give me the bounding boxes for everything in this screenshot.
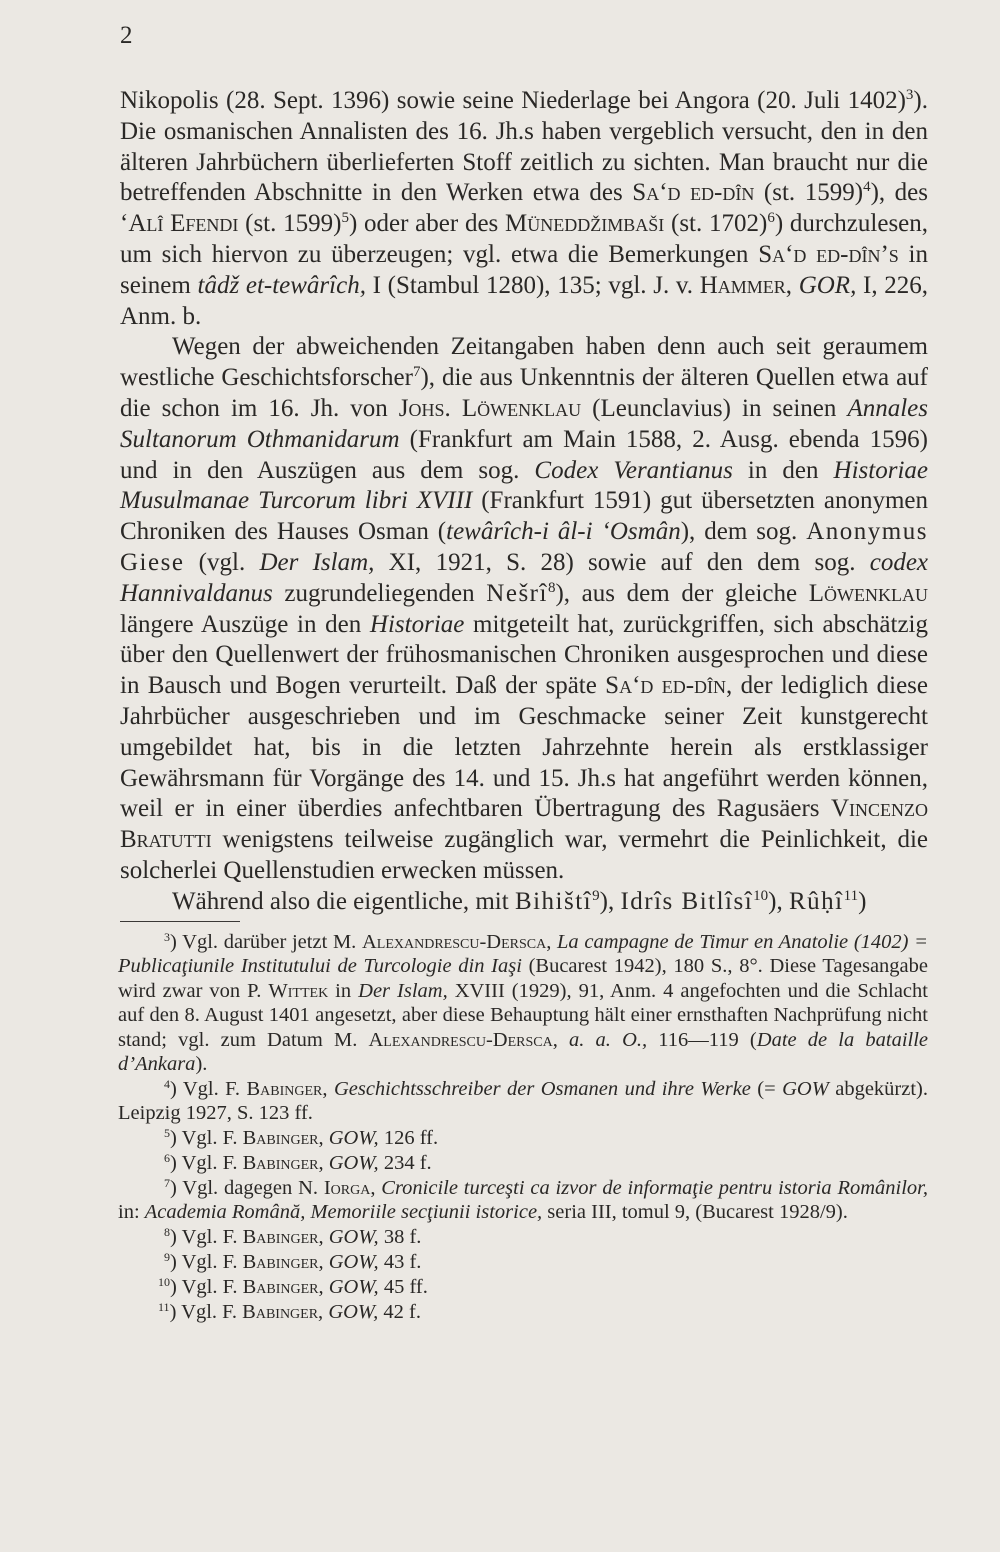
- spaced-name: Anonymus Giese: [120, 518, 928, 576]
- text: Wegen der abweichenden Zeitangaben haben denn auch seit geraumem westliche Geschichtsforscher: [120, 333, 928, 392]
- footnote-6: [118, 1151, 928, 1175]
- footnote-mark: 9: [164, 1250, 170, 1265]
- author-name: Sa‘d ed-dîn’s: [758, 240, 899, 268]
- author-name: Alexandrescu-Dersca,: [361, 931, 552, 953]
- author-name: Iorga,: [323, 1177, 376, 1200]
- work-title: Geschichtsschreiber der Osmanen und ihre Werke: [333, 1077, 751, 1100]
- text: in:: [118, 1201, 145, 1224]
- paragraph-3: [120, 887, 928, 918]
- text: ), die aus Unkenntnis der älteren Quellen etwa auf die schon im 16. Jh. von: [120, 364, 928, 422]
- text: Während also die eigentliche, mit: [172, 887, 515, 915]
- text: ): [858, 887, 867, 915]
- text: der lediglich diese Jahrbücher ausgeschrieben und im Geschmacke seiner Zeit kunstgerecht umgebildet hat, bis in die letzten Jahrzehnte herein als erstklassiger Gewährsmann für Vorgänge des 14. und 15. Jh.s hat angeführt werden können, weil er in einer überdies anfechtbaren Übertragung des Ragusäers: [120, 672, 928, 823]
- text: (Leunclavius) in seinen: [581, 394, 848, 422]
- text: ) oder aber des: [348, 210, 506, 238]
- text: (st. 1599): [238, 210, 342, 238]
- author-name: Babinger,: [242, 1251, 324, 1274]
- text: XI, 1921, S. 28) sowie auf den dem sog.: [374, 548, 870, 576]
- text: (Frankfurt 1591) gut übersetzten anonymen Chroniken des Hauses Osman (: [120, 487, 928, 546]
- text: ).: [195, 1053, 208, 1076]
- spaced-name: Nešrî: [486, 579, 548, 607]
- text: [792, 272, 799, 299]
- work-title: Date de la bataille d’Ankara: [118, 1028, 929, 1076]
- paragraph-1: [120, 86, 928, 332]
- author-name: Babinger,: [242, 1226, 324, 1249]
- text: [558, 1029, 569, 1051]
- text: ),: [599, 887, 621, 915]
- author-name: Müneddžimbaši: [505, 210, 665, 238]
- work-title: Annales Sultanorum Othmanidarum: [120, 394, 928, 453]
- text: ), des: [870, 179, 929, 207]
- text: ) Vgl. F.: [170, 1226, 243, 1249]
- footnote-ref-4: 4: [863, 179, 871, 196]
- text: seria III, tomul 9, (Bucarest 1928/9).: [542, 1201, 848, 1224]
- footnotes: [118, 930, 928, 1325]
- work-title: Codex Verantianus: [534, 456, 733, 484]
- footnote-mark: 7: [164, 1176, 170, 1191]
- footnote-8: [118, 1225, 928, 1249]
- footnote-9: [118, 1250, 928, 1274]
- footnote-ref-11: 11: [843, 887, 859, 904]
- text: (st. 1599): [754, 179, 864, 207]
- author-name: Sa‘d ed-dîn: [632, 179, 755, 207]
- footnote-5: [118, 1126, 928, 1150]
- author-name: Sa‘d ed-dîn,: [605, 672, 733, 700]
- text: abgekürzt). Leipzig 1927, S. 123 ff.: [118, 1077, 929, 1125]
- text: wenigstens teilweise zugänglich war, vermehrt die Peinlichkeit, die solcherlei Quellenstudien erwecken müssen.: [120, 826, 928, 884]
- footnote-11: [118, 1300, 928, 1324]
- work-title: codex Hannivaldanus: [120, 548, 929, 607]
- author-name: ‘Alî Efendi: [120, 210, 239, 238]
- text: 126 ff.: [378, 1127, 439, 1150]
- footnote-ref-9: 9: [592, 887, 600, 904]
- work-title: GOW,: [328, 1127, 379, 1150]
- text: zugrundeliegenden: [272, 579, 487, 607]
- author-name: Babinger,: [242, 1301, 324, 1324]
- author-name: Babinger,: [246, 1077, 328, 1100]
- work-title: GOW,: [328, 1251, 379, 1274]
- text: 38 f.: [378, 1226, 422, 1249]
- main-text: [120, 86, 928, 918]
- footnote-mark: 3: [164, 930, 170, 944]
- footnote-ref-5: 5: [341, 210, 349, 227]
- work-title: La campagne de Timur en Anatolie (1402) = Publicaţiunile Institutului de Turcologie din Iaşi: [118, 931, 928, 978]
- work-title: GOW: [782, 1077, 829, 1100]
- text: ) Vgl. F.: [170, 1077, 247, 1100]
- text: 43 f.: [378, 1251, 422, 1274]
- text: ) Vgl. dagegen N.: [170, 1177, 324, 1200]
- footnote-mark: 4: [164, 1076, 170, 1091]
- text: 45 ff.: [378, 1276, 428, 1299]
- text: ), dem sog.: [680, 518, 807, 546]
- footnote-ref-7: 7: [412, 364, 421, 381]
- text: 234 f.: [378, 1152, 432, 1175]
- text: (vgl.: [184, 548, 260, 576]
- work-title: Historiae: [369, 610, 465, 638]
- text: in seinem: [120, 240, 928, 299]
- text: ), aus dem der gleiche: [555, 579, 809, 607]
- footnote-separator: [120, 921, 240, 922]
- footnote-3: [118, 930, 928, 1076]
- text: XVIII (1929), 91, Anm. 4 angefochten und die Schlacht auf den 8. August 1401 angesetzt, aber diese Behauptung hält einer ernsthaften Nachprüfung nicht stand; vgl. zum Datum M.: [118, 979, 928, 1051]
- footnote-ref-10: 10: [753, 887, 769, 904]
- footnote-mark: 10: [158, 1275, 170, 1290]
- text: in: [328, 979, 359, 1002]
- footnote-ref-6: 6: [767, 210, 775, 227]
- work-title: a. a. O.,: [569, 1028, 648, 1051]
- text: 42 f.: [378, 1301, 421, 1324]
- footnote-4: [118, 1077, 928, 1126]
- text: ) Vgl. F.: [170, 1276, 243, 1299]
- author-name: Johs. Löwenklau: [398, 394, 582, 422]
- text: ) Vgl. F.: [170, 1152, 243, 1175]
- text: I (Stambul 1280), 135; vgl. J. v.: [365, 271, 700, 299]
- text: I, 226, Anm. b.: [120, 271, 929, 330]
- spaced-name: Rûḥî: [789, 887, 844, 915]
- text: ) Vgl. darüber jetzt M.: [170, 931, 362, 953]
- footnote-ref-8: 8: [547, 579, 556, 596]
- text: (st. 1702): [664, 210, 768, 238]
- work-title: GOW,: [328, 1301, 379, 1324]
- text: (Frankfurt am Main 1588, 2. Ausg. ebenda 1596) und in den Auszügen aus dem sog.: [120, 425, 928, 484]
- text: (Bucarest 1942), 180 S., 8°. Diese Tagesangabe wird zwar von P.: [118, 955, 928, 1002]
- work-title: Cronicile turceşti ca izvor de informaţie pentru istoria Românilor,: [381, 1177, 928, 1200]
- author-name: Alexandrescu-Dersca,: [368, 1028, 558, 1051]
- footnote-ref-3: 3: [905, 87, 914, 103]
- author-name: Wittek: [268, 979, 329, 1002]
- text: längere Auszüge in den: [120, 610, 370, 638]
- work-title: GOR,: [798, 271, 857, 299]
- work-title: GOW,: [328, 1152, 379, 1175]
- text: Nikopolis (28. Sept. 1396) sowie seine Niederlage bei Angora (20. Juli 1402): [120, 87, 906, 114]
- work-title: tewârîch-i âl-i ‘Osmân: [446, 518, 681, 546]
- work-title: GOW,: [328, 1226, 379, 1249]
- paragraph-2: [120, 332, 928, 886]
- author-name: Hammer,: [699, 271, 793, 299]
- page-number: 2: [120, 22, 133, 49]
- text: ),: [768, 887, 789, 915]
- author-name: Babinger,: [242, 1127, 324, 1150]
- text: mitgeteilt hat, zurückgriffen, sich abschätzig über den Quellenwert der frühosmanischen Chroniken ausgesprochen und diese in Bausch und Bogen verurteilt. Daß der späte: [120, 610, 928, 700]
- text: 116—119 (: [647, 1028, 757, 1051]
- spaced-name: Idrîs Bitlîsî: [620, 887, 754, 915]
- author-name: Löwenklau: [808, 579, 929, 607]
- author-name: Vincenzo Bratutti: [120, 795, 928, 854]
- footnote-10: [118, 1275, 928, 1299]
- text: ) Vgl. F.: [169, 1301, 243, 1324]
- footnote-mark: 11: [158, 1300, 170, 1315]
- text: in den: [732, 456, 834, 484]
- text: ) Vgl. F.: [170, 1127, 243, 1150]
- footnote-7: [118, 1176, 928, 1225]
- spaced-name: Bihištî: [514, 887, 593, 915]
- text: ) Vgl. F.: [170, 1251, 243, 1274]
- work-title: Historiae Musulmanae Turcorum libri XVIII: [120, 456, 928, 515]
- author-name: Babinger,: [242, 1152, 324, 1175]
- work-title: Der Islam,: [259, 548, 375, 576]
- work-title: Der Islam,: [358, 979, 448, 1002]
- text: ) durchzulesen, um sich hiervon zu überzeugen; vgl. etwa die Bemerkungen: [120, 210, 929, 268]
- text: (=: [750, 1077, 783, 1100]
- text: ). Die osmanischen Annalisten des 16. Jh.s haben vergeblich versucht, den in den älteren Jahrbüchern überlieferten Stoff zeitlich zu sichten. Man braucht nur die betreffenden Abschnitte in den Werken etwa des: [120, 87, 928, 207]
- footnote-mark: 5: [164, 1126, 170, 1141]
- footnote-mark: 6: [164, 1151, 170, 1166]
- footnote-mark: 8: [164, 1225, 170, 1240]
- work-title: GOW,: [328, 1276, 379, 1299]
- author-name: Babinger,: [242, 1276, 324, 1299]
- work-title: Academia Română, Memoriile secţiunii istorice,: [144, 1201, 543, 1224]
- work-title: tâdž et-tewârîch,: [197, 271, 366, 299]
